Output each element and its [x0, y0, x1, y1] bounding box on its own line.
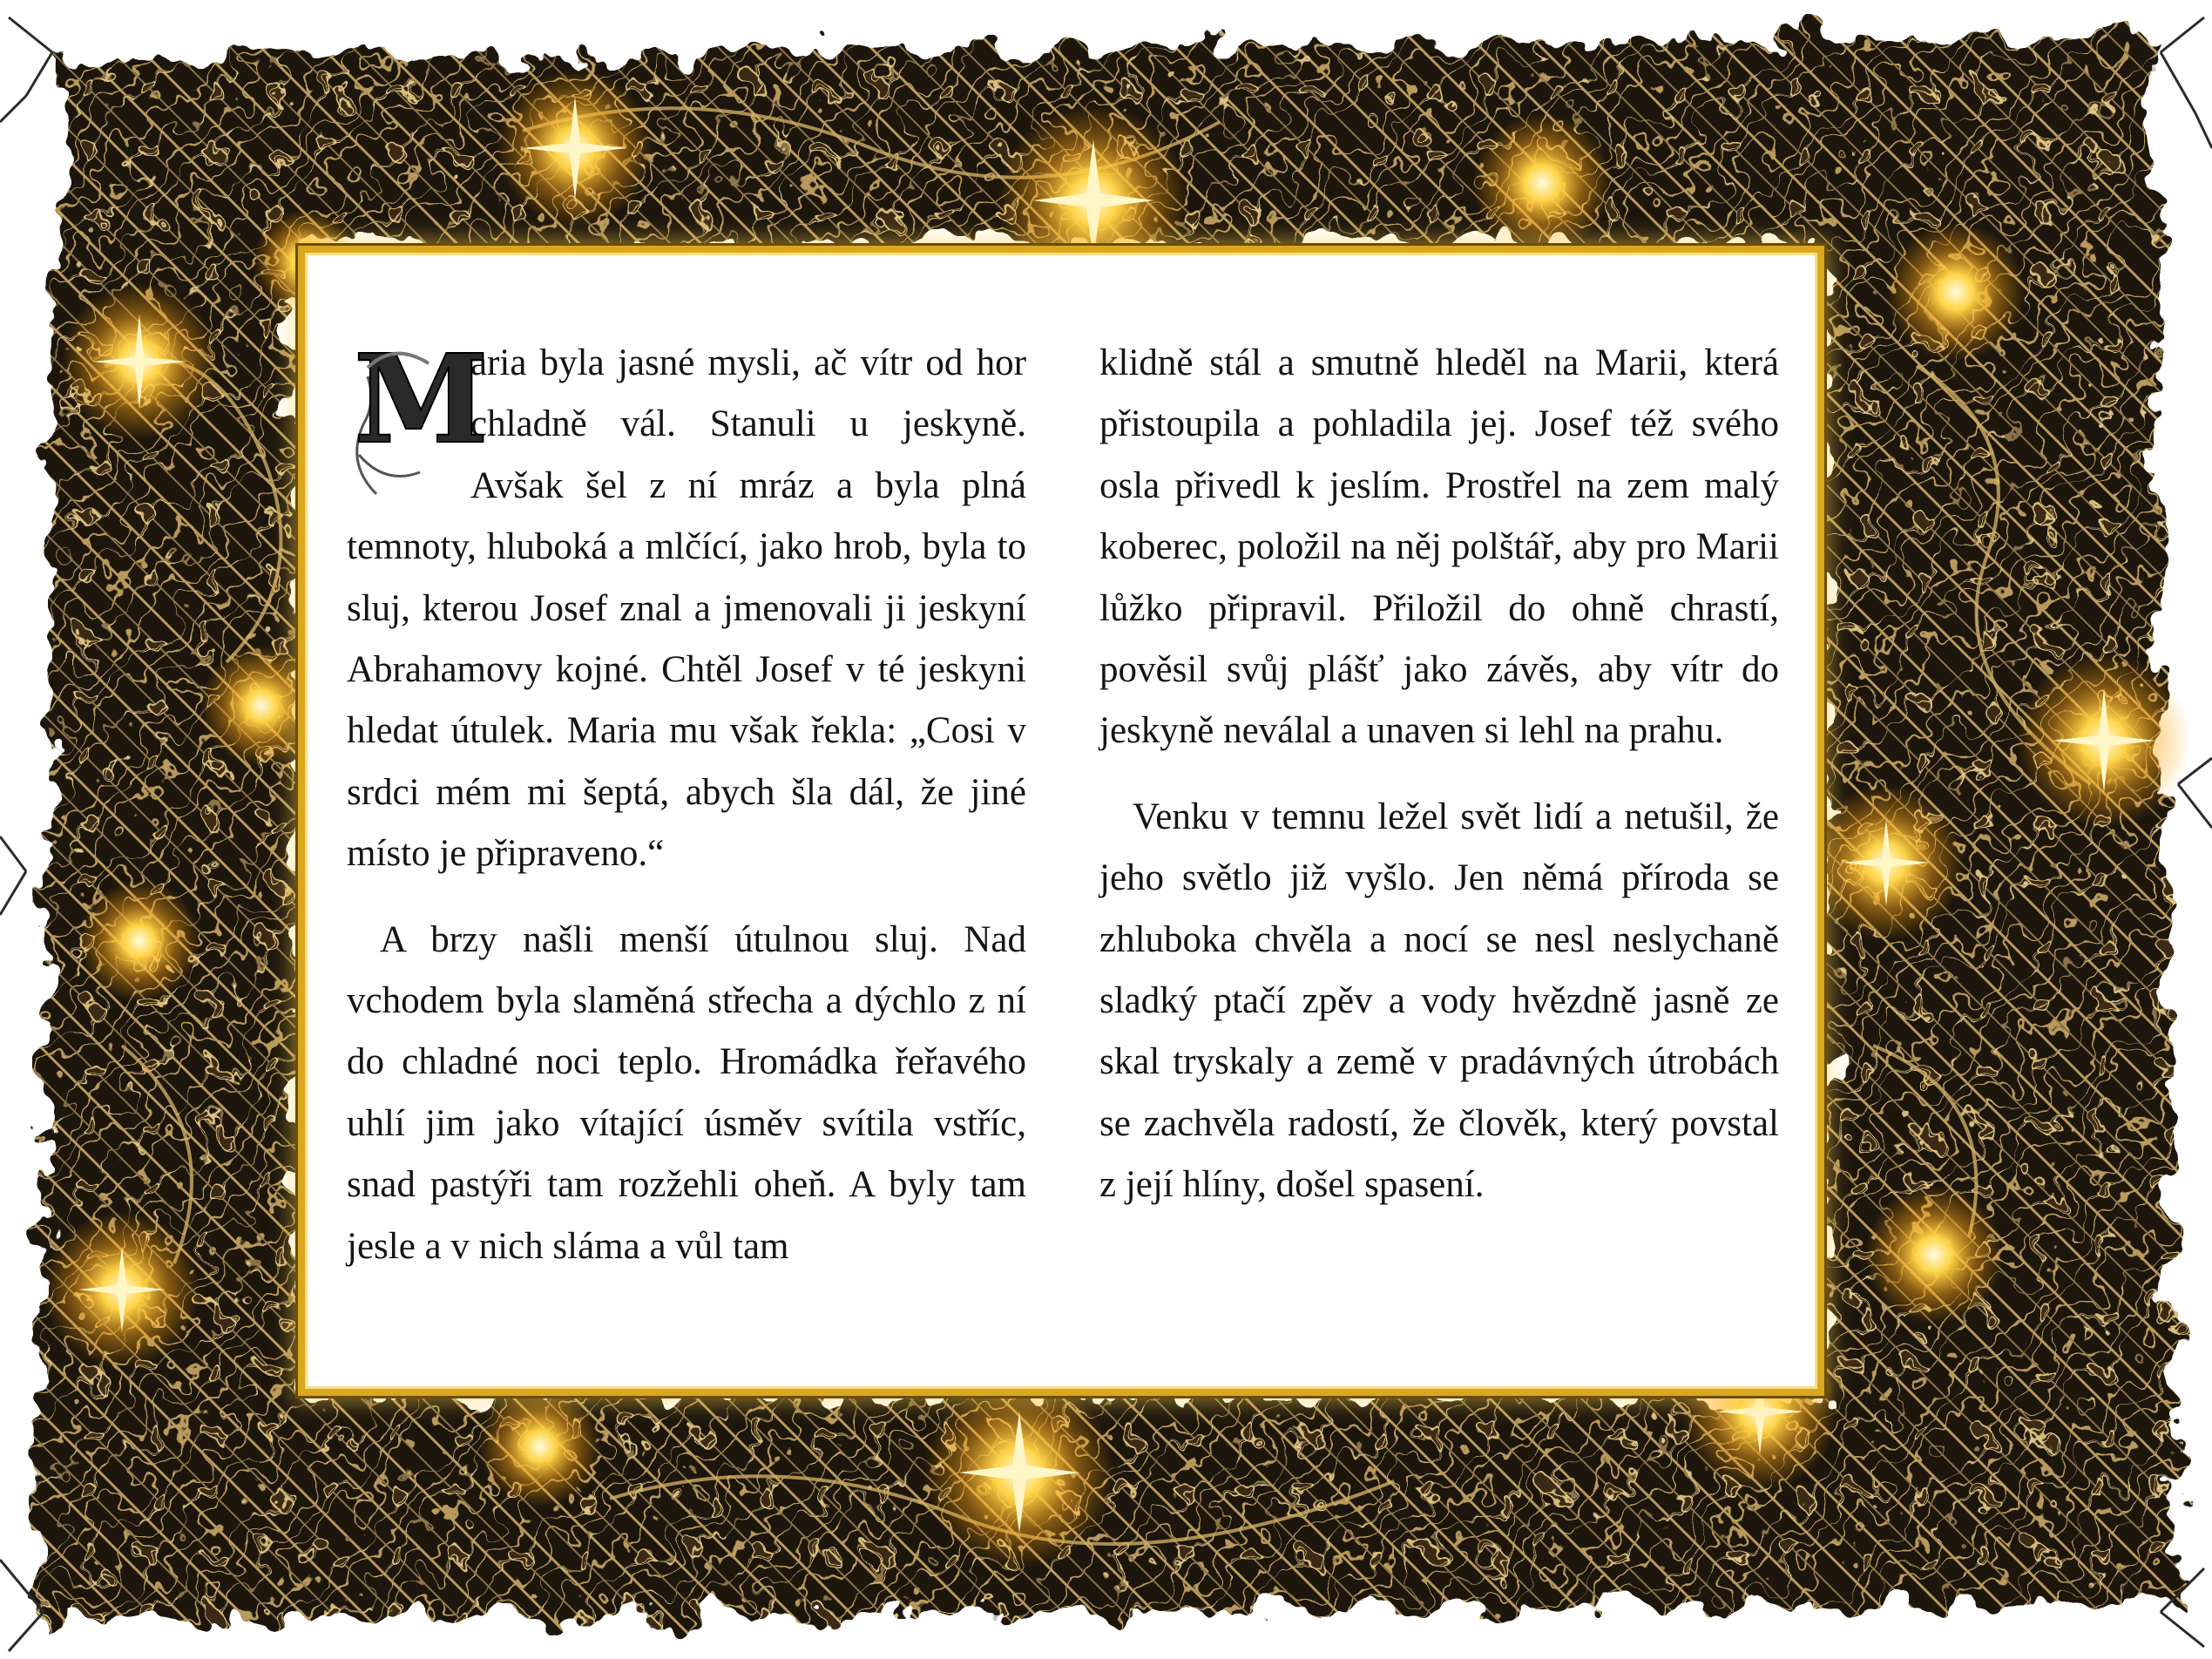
svg-text:M: M — [354, 328, 489, 471]
text-panel — [298, 246, 1824, 1396]
dropcap-m-ornament — [342, 328, 489, 507]
right-paragraph-2: Venku v temnu ležel svět lidí a netušil, že jeho světlo již vyšlo. Jen němá příroda se zhluboka chvěla a nocí se nesl neslychaně sladký ptačí zpěv a vody hvězdně jasně ze skal tryskaly a země v pradávných útrobách se zachvěla radostí, že člověk, který povstal z její hlíny, došel spasení. — [1099, 796, 1779, 1206]
left-paragraph-1: aria byla jasné mysli, ač vítr od hor chladně vál. Stanuli u jeskyně. Avšak šel z ní mráz a byla plná temnoty, hluboká a mlčící, jako hrob, byla to sluj, kterou Josef znal a jmenovali ji jeskyní Abrahamovy kojné. Chtěl Josef v té jeskyni hledat útulek. Maria mu však řekla: „Cosi v srdci mém mi šeptá, abych šla dál, že jiné místo je připraveno.“ — [347, 342, 1026, 875]
left-paragraph-2: A brzy našli menší útulnou sluj. Nad vchodem byla slaměná střecha a dýchlo z ní do chladné noci teplo. Hromádka řeřavého uhlí jim jako vítající úsměv svítila vstříc, snad pastýři tam rozžehli oheň. A byly tam jesle a v nich sláma a vůl tam — [347, 918, 1026, 1267]
right-column — [1099, 333, 1779, 1241]
left-column — [347, 328, 1026, 1302]
right-paragraph-1: klidně stál a smutně hleděl na Marii, která přistoupila a pohladila jej. Josef též svého osla přivedl k jeslím. Prostřel na zem malý koberec, položil na něj polštář, aby pro Marii lůžko připravil. Přiložil do ohně chrastí, pověsil svůj plášť jako závěs, aby vítr do jeskyně neválal a unaven si lehl na prahu. — [1099, 342, 1779, 752]
